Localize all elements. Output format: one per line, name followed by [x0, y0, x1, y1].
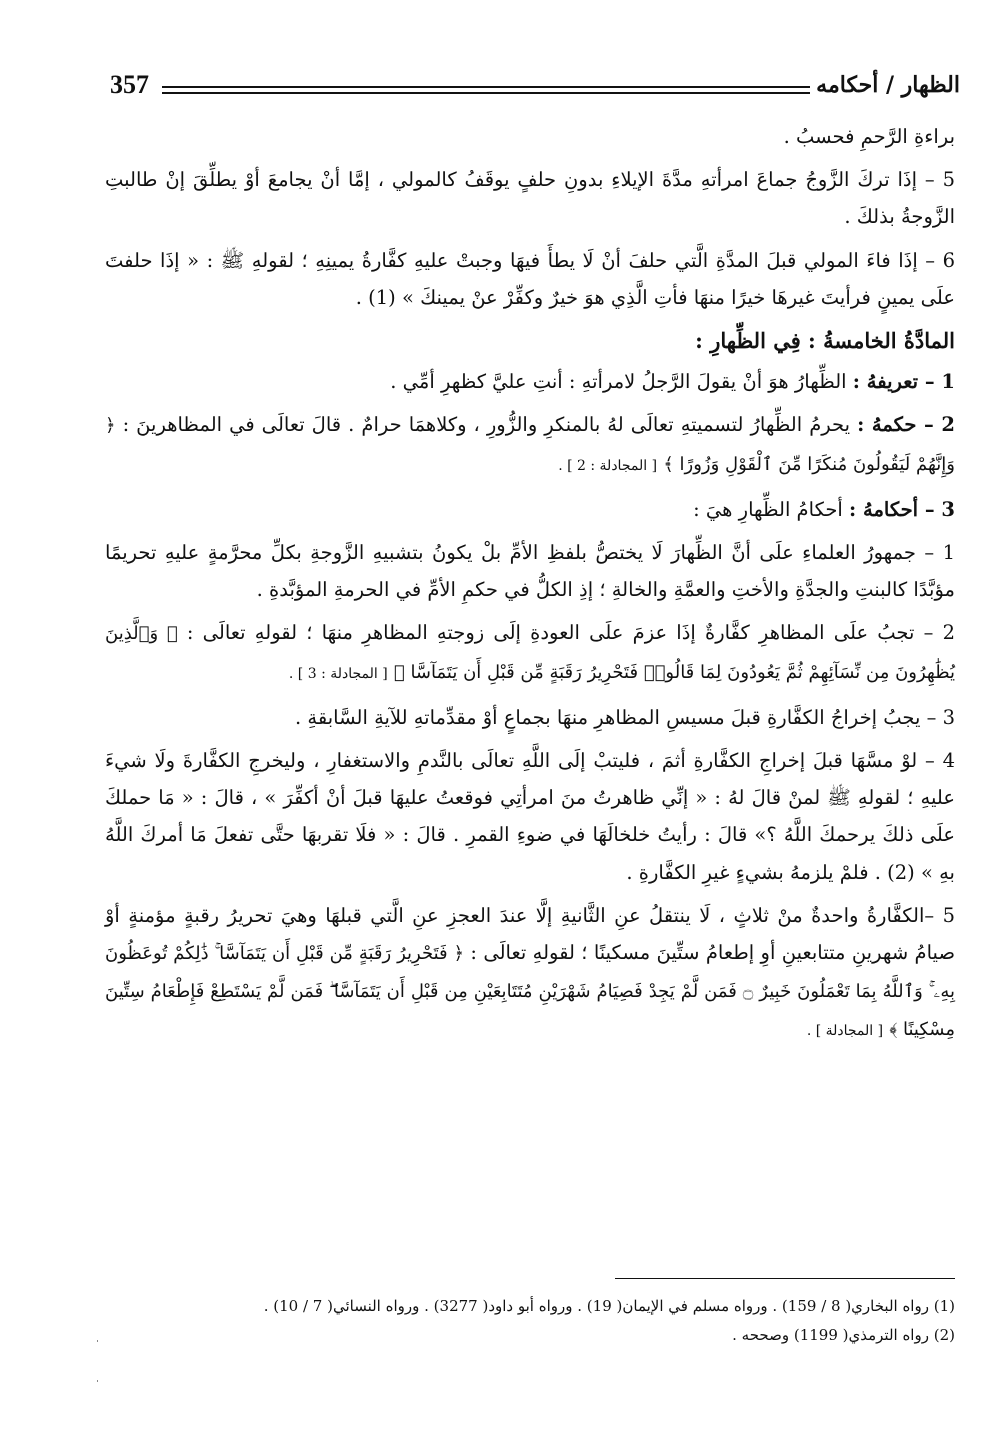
- paragraph: 6 – إذَا فاءَ المولي قبلَ المدَّةِ الَّتي حلفَ أنْ لَا يطأَ فيهَا وجبتْ عليهِ كفَّارةُ يمينِهِ ؛ لقولهِ ﷺ : « إذَا حلفتَ علَى يمينٍ فرأيتَ غيرهَا خيرًا منهَا فأتِ الَّذِي هوَ خيرٌ وكفِّرْ عنْ يمينكَ » (1) .: [105, 248, 955, 309]
- page-header: [110, 68, 960, 108]
- footnote: (1) رواه البخاري( 8 / 159) . ورواه مسلم في الإيمان( 19) . ورواه أبو داود( 3277) . ورواه النسائي( 7 / 10) .: [263, 1297, 955, 1315]
- paragraph-text: أحكامُ الظِّهارِ هيَ :: [693, 497, 850, 521]
- paragraph-text: 5 –الكفَّارةُ واحدةٌ منْ ثلاثٍ ، لَا ينتقلُ عنِ الثَّانيةِ إلَّا عندَ العجزِ عنِ الَّتي قبلهَا وهيَ تحريرُ رقبةٍ مؤمنةٍ أوْ صيامُ شهرينِ متتابعينِ أوِ إطعامُ ستِّينَ مسكينًا ؛ لقولهِ تعالَى :: [105, 903, 955, 965]
- main-text: [105, 118, 955, 1057]
- footnote-separator: [615, 1278, 955, 1279]
- running-title: الظهار / أحكامه: [816, 72, 960, 98]
- paragraph: 5 – إذَا تركَ الزَّوجُ جماعَ امرأتهِ مدَّةَ الإيلاءِ بدونِ حلفٍ يوقَفُ كالمولي ، إمَّا أنْ يجامعَ أوْ يطلِّقَ إنْ طالبتِ الزَّوجةُ بذلكَ .: [105, 168, 955, 229]
- paragraph-text: الظِّهارُ هوَ أنْ يقولَ الرَّجلُ لامرأتهِ : أنتِ عليَّ كظهرِ أمِّي .: [390, 370, 853, 394]
- section-heading: المادَّةُ الخامسةُ : فِي الظِّهارِ :: [695, 328, 955, 354]
- quran-verse: ﴿ وَإِنَّهُمْ لَيَقُولُونَ مُنكَرًا مِّنَ ٱلْقَوْلِ وَزُورًا ﴾: [105, 415, 955, 475]
- paragraph: [105, 614, 955, 692]
- paragraph: 1 – جمهورُ العلماءِ علَى أنَّ الظِّهارَ لَا يختصُّ بلفظِ الأمِّ بلْ يكونُ بتشبيهِ الزَّوجةِ بكلِّ محرَّمةٍ عليهِ تحريمًا مؤبَّدًا كالبنتِ والجدَّةِ والأختِ والعمَّةِ والخالةِ ؛ إذِ الكلُّ في حكمِ الأمِّ في الحرمةِ المؤبَّدةِ .: [105, 541, 955, 602]
- quran-verse: ﴿ وَٱلَّذِينَ يُظَٰهِرُونَ مِن نِّسَآئِهِمْ ثُمَّ يَعُودُونَ لِمَا قَالُوا۟ فَتَحْرِيرُ رَقَبَةٍ مِّن قَبْلِ أَن يَتَمَآسَّا ﴾: [105, 623, 955, 683]
- paragraph: 4 – لوْ مسَّهَا قبلَ إخراجِ الكفَّارةِ أثمَ ، فليتبْ إلَى اللَّهِ تعالَى بالنَّدمِ والاستغفارِ ، وليخرجِ الكفَّارةَ ولَا شيءَ عليهِ ؛ لقولهِ ﷺ لمنْ قالَ لهُ : « إنِّي ظاهرتُ منَ امرأتِي فوقعتُ عليهَا قبلَ أنْ أكفِّرَ » ، قالَ : « مَا حملكَ علَى ذلكَ يرحمكَ اللَّهُ ؟» قالَ : رأيتُ خلخالَهَا في ضوءِ القمرِ . قالَ : « فلَا تقربهَا حتَّى تفعلَ مَا أمركَ اللَّهُ بهِ » (2) . فلمْ يلزمهُ بشيءٍ غيرِ الكفَّارةِ .: [105, 749, 955, 884]
- paragraph: [105, 363, 955, 400]
- footnote: (2) رواه الترمذي( 1199) وصححه .: [732, 1326, 955, 1344]
- paragraph-text: يحرمُ الظِّهارُ لتسميتهِ تعالَى لهُ بالمنكرِ والزُّورِ ، وكلاهمَا حرامٌ . قالَ تعالَى في المظاهرينَ :: [122, 413, 858, 437]
- term-label: 2 – حكمهُ :: [857, 413, 955, 437]
- quran-verse: ﴿ فَتَحْرِيرُ رَقَبَةٍ مِّن قَبْلِ أَن يَتَمَآسَّا ۚ ذَٰلِكُمْ تُوعَظُونَ بِهِۦ ۚ وَٱللَّهُ بِمَا تَعْمَلُونَ خَبِيرٌ ۝ فَمَن لَّمْ يَجِدْ فَصِيَامُ شَهْرَيْنِ مُتَتَابِعَيْنِ مِن قَبْلِ أَن يَتَمَآسَّا ۖ فَمَن لَّمْ يَسْتَطِعْ فَإِطْعَامُ سِتِّينَ مِسْكِينًا ﴾: [105, 943, 956, 1041]
- scan-speck: [97, 1380, 98, 1382]
- header-double-rule: [162, 86, 810, 94]
- paragraph: براءةِ الرَّحمِ فحسبُ .: [783, 125, 955, 148]
- term-label: 1 – تعريفهُ :: [852, 370, 955, 394]
- verse-reference: [ المجادلة : 3 ] .: [288, 665, 388, 682]
- verse-reference: [ المجادلة : 2 ] .: [558, 457, 658, 474]
- paragraph-text: 2 – تجبُ علَى المظاهرِ كفَّارةٌ إذَا عزمَ علَى العودةِ إلَى زوجتهِ المظاهرِ منهَا ؛ لقولهِ تعالَى :: [186, 621, 956, 645]
- term-label: 3 – أحكامهُ :: [849, 497, 955, 521]
- verse-reference: [ المجادلة ] .: [806, 1023, 884, 1040]
- paragraph: 3 – يجبُ إخراجُ الكفَّارةِ قبلَ مسيسِ المظاهرِ منهَا بجماعٍ أوْ مقدِّماتهِ للآيةِ السَّابقةِ .: [295, 705, 955, 729]
- page-number: 357: [110, 70, 149, 99]
- footnotes: [105, 1292, 955, 1350]
- scan-speck: [97, 1340, 98, 1342]
- paragraph: [105, 897, 955, 1051]
- paragraph: [105, 406, 955, 484]
- paragraph: [105, 491, 955, 528]
